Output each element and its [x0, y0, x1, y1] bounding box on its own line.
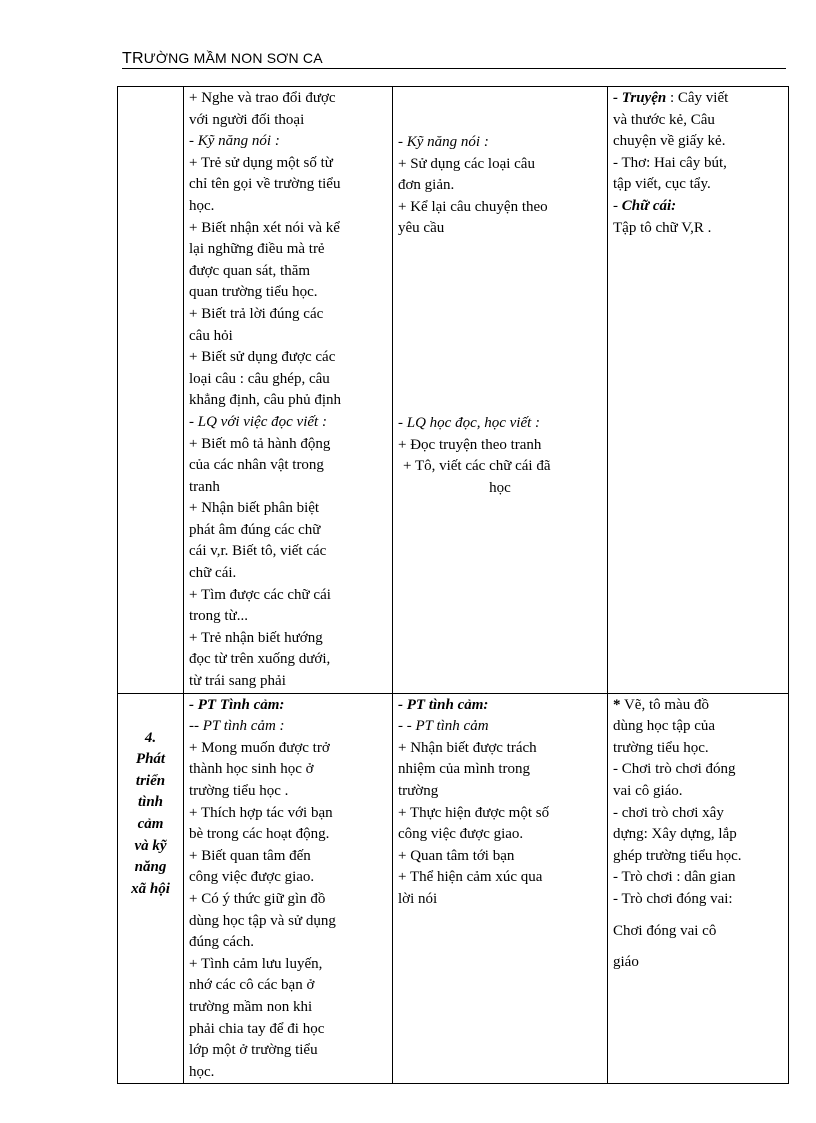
text-line: + Tìm được các chữ cái — [189, 586, 331, 603]
subheading: - - PT tình cảm — [398, 718, 489, 735]
goals-cell — [184, 87, 393, 694]
text-line: học. — [189, 197, 215, 214]
text-line: tranh — [189, 478, 220, 495]
text-line: phát âm đúng các chữ — [189, 521, 321, 538]
text-line: + Tô, viết các chữ cái đã — [403, 458, 551, 475]
goals-cell — [184, 693, 393, 1084]
text-line: học — [489, 479, 511, 496]
chucai-label: Chữ cái: — [621, 197, 677, 214]
activities-cell — [608, 87, 789, 694]
content-cell — [393, 87, 608, 694]
text-line: đơn giản. — [398, 177, 455, 194]
text-line: lại nghững điều mà trẻ — [189, 241, 325, 258]
text-line: trường tiểu học . — [189, 783, 289, 799]
text-line: công việc được giao. — [398, 826, 524, 843]
area-cell-empty — [118, 87, 184, 694]
text-line: + Biết trả lời đúng các — [189, 305, 324, 322]
text-line: từ trái sang phải — [189, 673, 286, 690]
subheading: - Kỹ năng nói : — [189, 133, 280, 150]
text-line: Chơi đóng vai cô — [613, 922, 717, 939]
text-line: - Thơ: Hai cây bút, — [613, 154, 727, 171]
activities-cell — [608, 693, 789, 1084]
text-line: + Thích hợp tác với bạn — [189, 804, 333, 821]
text-line: + Quan tâm tới bạn — [398, 847, 515, 864]
text-line: học. — [189, 1063, 215, 1080]
text-line: - chơi trò chơi xây — [613, 804, 724, 821]
text-line: + Nhận biết được trách — [398, 739, 537, 756]
text-line: cái v,r. Biết tô, viết các — [189, 543, 327, 560]
text-line: + Biết quan tâm đến — [189, 847, 311, 864]
spacer — [398, 88, 602, 110]
text-line: dùng học tập của — [613, 718, 716, 735]
star-bullet: * — [613, 696, 621, 713]
text-line: + Biết mô tả hành động — [189, 435, 331, 452]
text-line: quan trường tiểu học. — [189, 284, 318, 301]
text-line — [613, 695, 783, 717]
text-line: yêu cầu — [398, 220, 445, 237]
text-line: nhớ các cô các bạn ở — [189, 977, 315, 994]
area-label: Phát — [135, 751, 166, 768]
header-rule — [122, 68, 786, 69]
text-line: chỉ tên gọi về trường tiểu — [189, 176, 341, 193]
text-line: + Nghe và trao đổi được — [189, 90, 336, 106]
text-line: + Biết nhận xét nói và kể — [189, 219, 340, 236]
text-line: của các nhân vật trong — [189, 457, 324, 474]
page-header — [122, 50, 323, 68]
text-line: - Trò chơi : dân gian — [613, 869, 736, 886]
text-line: + Trẻ sử dụng một số từ — [189, 154, 333, 171]
text-line: - Chơi trò chơi đóng — [613, 761, 736, 778]
text-line: + Mong muốn được trở — [189, 739, 330, 756]
header-text: ƯỜNG MẦM NON SƠN CA — [143, 50, 323, 66]
text-line: dựng: Xây dựng, lắp — [613, 826, 737, 843]
content-cell — [393, 693, 608, 1084]
text-line — [613, 88, 783, 110]
section-heading: - PT Tình cảm: — [189, 696, 285, 713]
text-line: khẳng định, câu phủ định — [189, 392, 342, 409]
area-label: tình — [137, 794, 164, 811]
text-line: + Kể lại câu chuyện theo — [398, 198, 548, 215]
truyen-text: : Cây viết — [666, 90, 729, 106]
text-line: trường mầm non khi — [189, 998, 313, 1015]
text-line: lớp một ở trường tiểu — [189, 1042, 318, 1059]
text-line: bè trong các hoạt động. — [189, 826, 330, 843]
text-line: lời nói — [398, 890, 438, 907]
text-line: phải chia tay để đi học — [189, 1020, 325, 1037]
area-number: 4. — [144, 729, 157, 746]
text-line: thành học sinh học ở — [189, 761, 314, 778]
text-line: + Tình cảm lưu luyến, — [189, 955, 323, 972]
text-line: vai cô giáo. — [613, 783, 683, 799]
spacer — [398, 110, 602, 132]
text-line: và thước kẻ, Câu — [613, 111, 715, 128]
text-line: nhiệm của mình trong — [398, 761, 531, 778]
text-line: với người đối thoại — [189, 111, 305, 128]
table-row — [118, 693, 789, 1084]
text-line: trường — [398, 783, 439, 799]
text-line: câu hỏi — [189, 327, 233, 344]
header-prefix: TR — [122, 50, 144, 67]
text-line: + Thực hiện được một số — [398, 804, 550, 821]
text-line: + Biết sử dụng được các — [189, 349, 336, 366]
text-line: chữ cái. — [189, 565, 237, 582]
subheading: - LQ với việc đọc viết : — [189, 413, 327, 430]
spacer — [613, 911, 783, 921]
subheading: - LQ học đọc, học viết : — [398, 414, 541, 431]
text-line: giáo — [613, 954, 639, 971]
area-label: triển — [135, 772, 166, 789]
truyen-label: - Truyện — [613, 90, 667, 106]
area-label: xã hội — [131, 880, 170, 897]
text-line: + Nhận biết phân biệt — [189, 500, 320, 517]
text-line: đọc từ trên xuống dưới, — [189, 651, 331, 668]
text-line: loại câu : câu ghép, câu — [189, 370, 330, 387]
text-line: + Thể hiện cảm xúc qua — [398, 869, 543, 886]
text-line: - Chữ cái: — [613, 197, 677, 214]
subheading: -- PT tình cảm : — [189, 718, 285, 735]
spacer — [613, 942, 783, 952]
text-line: + Đọc truyện theo tranh — [398, 436, 542, 453]
spacer — [398, 240, 602, 413]
text-line: + Sử dụng các loại câu — [398, 155, 535, 172]
table-row — [118, 87, 789, 694]
text-line: đúng cách. — [189, 934, 254, 951]
text-line: chuyện về giấy kẻ. — [613, 133, 726, 150]
text-line: + Trẻ nhận biết hướng — [189, 629, 323, 646]
text-line: được quan sát, thăm — [189, 262, 311, 279]
text-line: trường tiểu học. — [613, 739, 709, 756]
text-line: dùng học tập và sử dụng — [189, 912, 336, 929]
area-label: năng — [134, 859, 167, 876]
area-label: cảm — [137, 816, 164, 832]
text-line: + Có ý thức giữ gìn đồ — [189, 890, 326, 907]
text-line: Tập tô chữ V,R . — [613, 219, 712, 236]
text-line: - Trò chơi đóng vai: — [613, 890, 733, 907]
area-cell — [118, 693, 184, 1084]
text-line: ghép trường tiểu học. — [613, 847, 742, 864]
text-first: Vẽ, tô màu đồ — [620, 696, 709, 713]
text-line: tập viết, cục tẩy. — [613, 176, 711, 193]
section-heading: - PT tình cảm: — [398, 696, 489, 713]
text-line: trong từ... — [189, 608, 248, 625]
subheading: - Kỹ năng nói : — [398, 134, 489, 150]
text-line: công việc được giao. — [189, 869, 315, 886]
plan-table — [117, 86, 789, 1084]
area-label: và kỹ — [134, 837, 167, 854]
